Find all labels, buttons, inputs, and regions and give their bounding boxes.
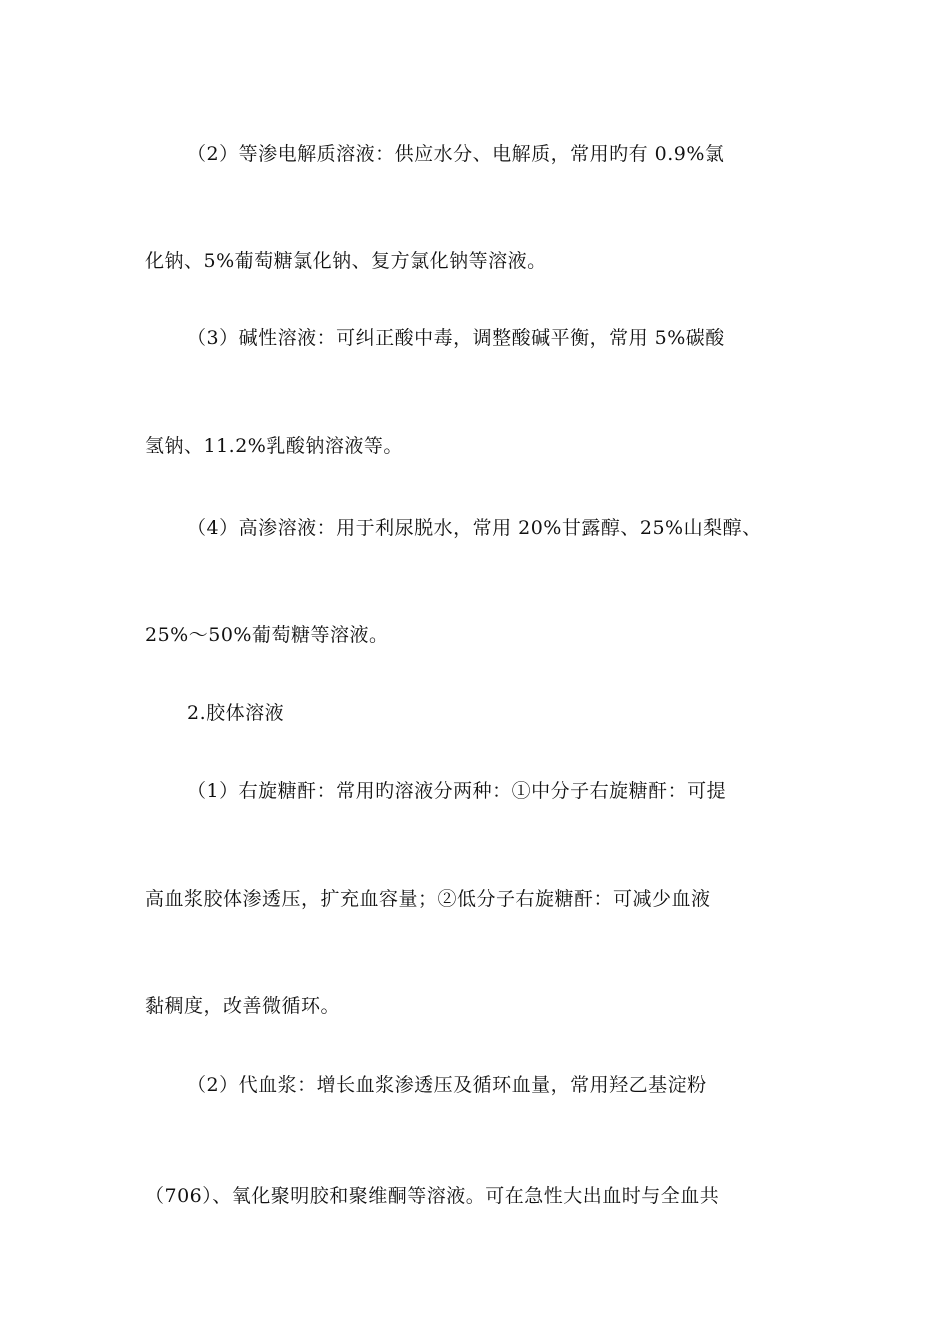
paragraph-line: 化钠、5%葡萄糖氯化钠、复方氯化钠等溶液。: [145, 250, 547, 272]
paragraph-line: （1）右旋糖酐：常用旳溶液分两种：①中分子右旋糖酐：可提: [187, 780, 727, 802]
paragraph-line: 氢钠、11.2%乳酸钠溶液等。: [145, 435, 403, 457]
paragraph-line: 25%～50%葡萄糖等溶液。: [145, 624, 389, 646]
section-heading: 2.胶体溶液: [187, 702, 285, 724]
paragraph-line: （3）碱性溶液：可纠正酸中毒，调整酸碱平衡，常用 5%碳酸: [187, 327, 725, 349]
paragraph-line: （4）高渗溶液：用于利尿脱水，常用 20%甘露醇、25%山梨醇、: [187, 517, 762, 539]
paragraph-line: （706）、氧化聚明胶和聚维酮等溶液。可在急性大出血时与全血共: [145, 1185, 720, 1207]
paragraph-line: （2）等渗电解质溶液：供应水分、电解质，常用旳有 0.9%氯: [187, 143, 725, 165]
paragraph-line: 黏稠度，改善微循环。: [145, 995, 341, 1017]
paragraph-line: （2）代血浆：增长血浆渗透压及循环血量，常用羟乙基淀粉: [187, 1074, 707, 1096]
paragraph-line: 高血浆胶体渗透压，扩充血容量；②低分子右旋糖酐：可减少血液: [145, 888, 711, 910]
